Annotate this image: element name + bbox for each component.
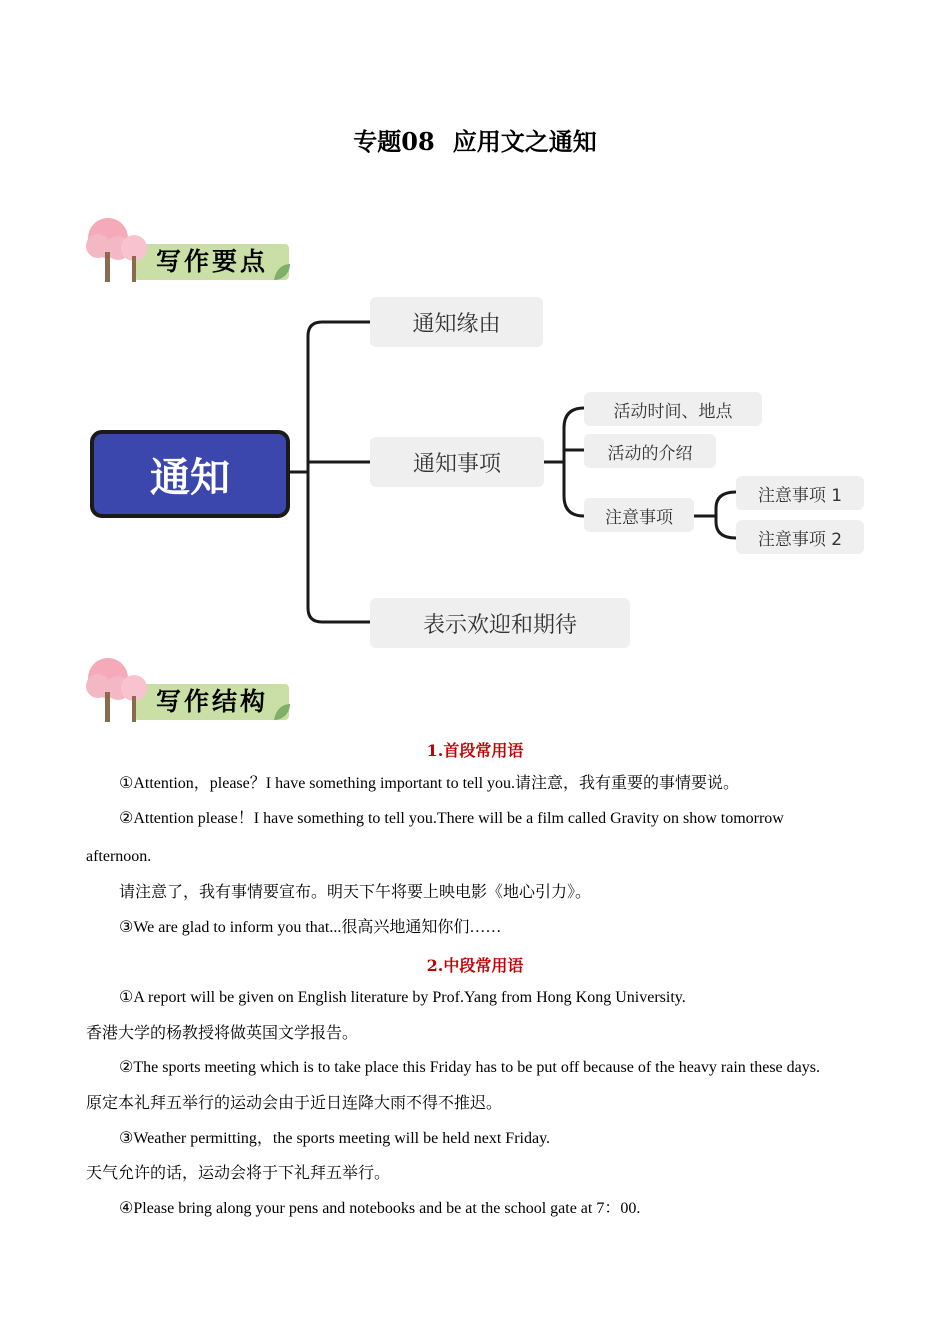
part2-line-4: 原定本礼拜五举行的运动会由于近日连降大雨不得不推迟。 [86,1095,503,1112]
mind-map [86,290,876,650]
part2-line-2: 香港大学的杨教授将做英国文学报告。 [86,1025,359,1042]
section-badge-writing-structure [84,652,294,724]
node-note2: 注意事项 2 [736,520,864,554]
part2-heading: 2.中段常用语 [426,956,524,975]
part2-line-5: ③Weather permitting，the sports meeting will be held next Friday. [119,1130,551,1147]
node-time-place: 活动时间、地点 [584,392,762,426]
node-reason: 通知缘由 [370,297,543,347]
root-node: 通知 [90,430,290,518]
node-notes: 注意事项 [584,498,694,532]
part1-line-2: ②Attention please！I have something to tell you.There will be a film called Gravity on show tomorrow [119,810,784,827]
part2-line-6: 天气允许的话，运动会将于下礼拜五举行。 [86,1165,391,1182]
part2-line-3: ②The sports meeting which is to take place this Friday has to be put off because of the heavy rain these days. [119,1059,820,1076]
title-number: 专题08 [353,127,435,156]
tree-icon [84,212,154,284]
badge-label: 写作要点 [156,247,269,276]
part1-line-5: ③We are glad to inform you that...很高兴地通知你们…… [119,919,502,936]
part2-line-1: ①A report will be given on English literature by Prof.Yang from Hong Kong University. [119,989,686,1006]
node-items: 通知事项 [370,437,544,487]
part1-line-1: ①Attention，please？I have something important to tell you.请注意，我有重要的事情要说。 [119,775,740,792]
leaf-icon [272,702,292,722]
part2-line-7: ④Please bring along your pens and notebooks and be at the school gate at 7：00. [119,1200,641,1217]
leaf-icon [272,262,292,282]
title-text: 应用文之通知 [452,127,597,156]
node-welcome: 表示欢迎和期待 [370,598,630,648]
tree-icon [84,652,154,724]
node-note1: 注意事项 1 [736,476,864,510]
part1-line-4: 请注意了，我有事情要宣布。明天下午将要上映电影《地心引力》。 [119,884,592,901]
section-badge-writing-points [84,212,294,284]
part1-heading: 1.首段常用语 [426,741,524,760]
node-intro: 活动的介绍 [584,434,716,468]
part1-line-3: afternoon. [86,848,152,865]
badge-label: 写作结构 [156,687,269,716]
page-title [0,122,950,157]
